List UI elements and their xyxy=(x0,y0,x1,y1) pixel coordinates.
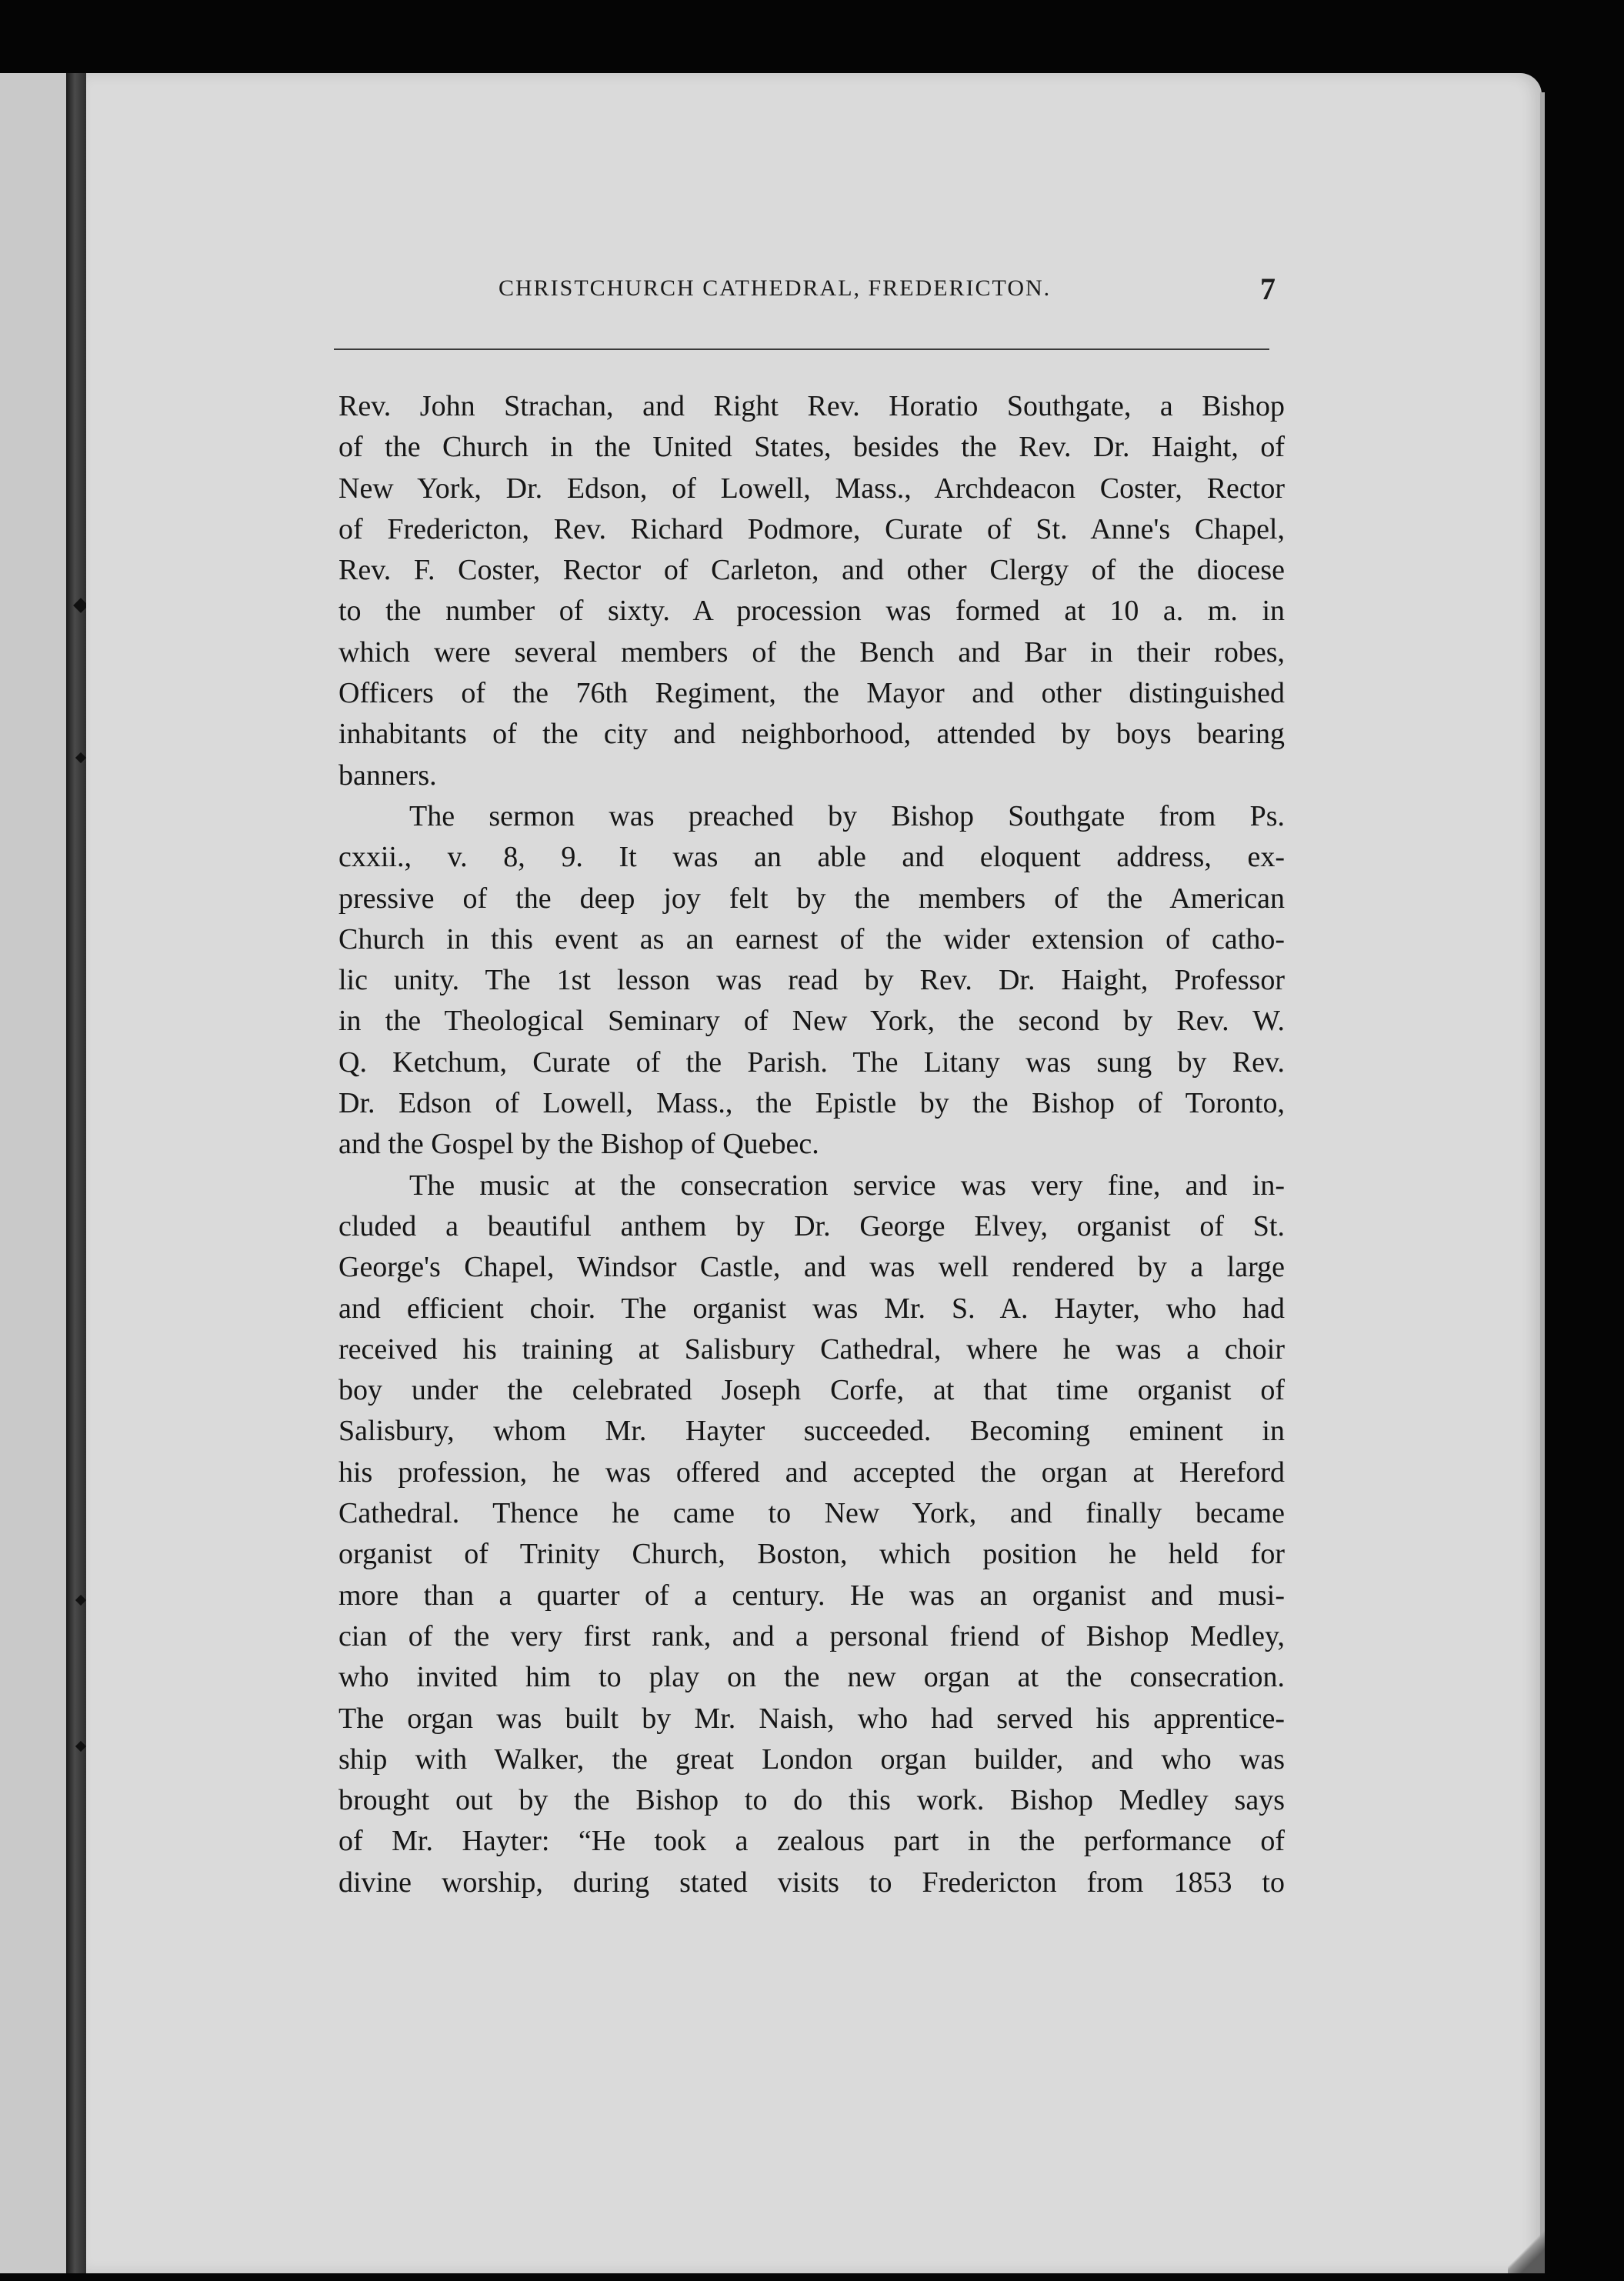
paragraph xyxy=(338,1166,1285,1903)
page-edge xyxy=(1540,92,1545,2273)
text-line: and efficient choir. The organist was Mr. S. A. Hayter, who had xyxy=(338,1292,1285,1325)
text-line: who invited him to play on the new organ at the consecration. xyxy=(338,1661,1285,1694)
body-text xyxy=(338,386,1285,1903)
text-line: brought out by the Bishop to do this work. Bishop Medley says xyxy=(338,1784,1285,1817)
text-line: Church in this event as an earnest of the wider extension of catho- xyxy=(338,922,1285,955)
text-line: George's Chapel, Windsor Castle, and was well rendered by a large xyxy=(338,1251,1285,1284)
text-line: of the Church in the United States, besides the Rev. Dr. Haight, of xyxy=(338,431,1285,464)
paragraph xyxy=(338,796,1285,1166)
page-corner-curl xyxy=(1508,2231,1545,2273)
paragraph xyxy=(338,386,1285,796)
text-line: banners. xyxy=(338,759,437,792)
page-number: 7 xyxy=(1260,272,1276,306)
text-line: The music at the consecration service was very fine, and in- xyxy=(409,1169,1285,1202)
running-header xyxy=(499,272,1279,309)
text-line: in the Theological Seminary of New York, the second by Rev. W. xyxy=(338,1005,1285,1038)
text-line: Rev. F. Coster, Rector of Carleton, and other Clergy of the diocese xyxy=(338,554,1285,587)
text-line: inhabitants of the city and neighborhood, attended by boys bearing xyxy=(338,718,1285,751)
text-line: The sermon was preached by Bishop Southgate from Ps. xyxy=(409,799,1285,832)
text-line: of Fredericton, Rev. Richard Podmore, Curate of St. Anne's Chapel, xyxy=(338,512,1285,545)
text-line: Dr. Edson of Lowell, Mass., the Epistle by the Bishop of Toronto, xyxy=(338,1087,1285,1120)
text-line: of Mr. Hayter: “He took a zealous part in the performance of xyxy=(338,1825,1285,1858)
running-title: CHRISTCHURCH CATHEDRAL, FREDERICTON. xyxy=(499,275,1052,301)
text-line: cxxii., v. 8, 9. It was an able and eloquent address, ex- xyxy=(338,841,1285,874)
text-line: to the number of sixty. A procession was formed at 10 a. m. in xyxy=(338,595,1285,628)
text-line: ship with Walker, the great London organ builder, and who was xyxy=(338,1742,1285,1776)
text-line: pressive of the deep joy felt by the members of the American xyxy=(338,882,1285,915)
text-line: cluded a beautiful anthem by Dr. George Elvey, organist of St. xyxy=(338,1209,1285,1242)
text-line: Cathedral. Thence he came to New York, and finally became xyxy=(338,1497,1285,1530)
text-line: lic unity. The 1st lesson was read by Rev. Dr. Haight, Professor xyxy=(338,964,1285,997)
text-line: received his training at Salisbury Cathedral, where he was a choir xyxy=(338,1332,1285,1366)
text-line: his profession, he was offered and accepted the organ at Hereford xyxy=(338,1456,1285,1489)
text-line: boy under the celebrated Joseph Corfe, at that time organist of xyxy=(338,1374,1285,1407)
text-line: organist of Trinity Church, Boston, which position he held for xyxy=(338,1538,1285,1571)
text-line: divine worship, during stated visits to Fredericton from 1853 to xyxy=(338,1866,1285,1899)
text-line: Q. Ketchum, Curate of the Parish. The Litany was sung by Rev. xyxy=(338,1045,1285,1079)
text-line: Officers of the 76th Regiment, the Mayor and other distinguished xyxy=(338,677,1285,710)
text-line: cian of the very first rank, and a personal friend of Bishop Medley, xyxy=(338,1619,1285,1652)
book-binding xyxy=(66,73,88,2273)
text-line: more than a quarter of a century. He was an organist and musi- xyxy=(338,1579,1285,1612)
text-line: Rev. John Strachan, and Right Rev. Horatio Southgate, a Bishop xyxy=(338,390,1285,422)
text-line: which were several members of the Bench and Bar in their robes, xyxy=(338,635,1285,669)
text-line: The organ was built by Mr. Naish, who had served his apprentice- xyxy=(338,1702,1285,1735)
text-line: and the Gospel by the Bishop of Quebec. xyxy=(338,1128,819,1161)
text-line: New York, Dr. Edson, of Lowell, Mass., Archdeacon Coster, Rector xyxy=(338,472,1285,505)
header-rule xyxy=(334,348,1269,350)
text-line: Salisbury, whom Mr. Hayter succeeded. Becoming eminent in xyxy=(338,1415,1285,1448)
